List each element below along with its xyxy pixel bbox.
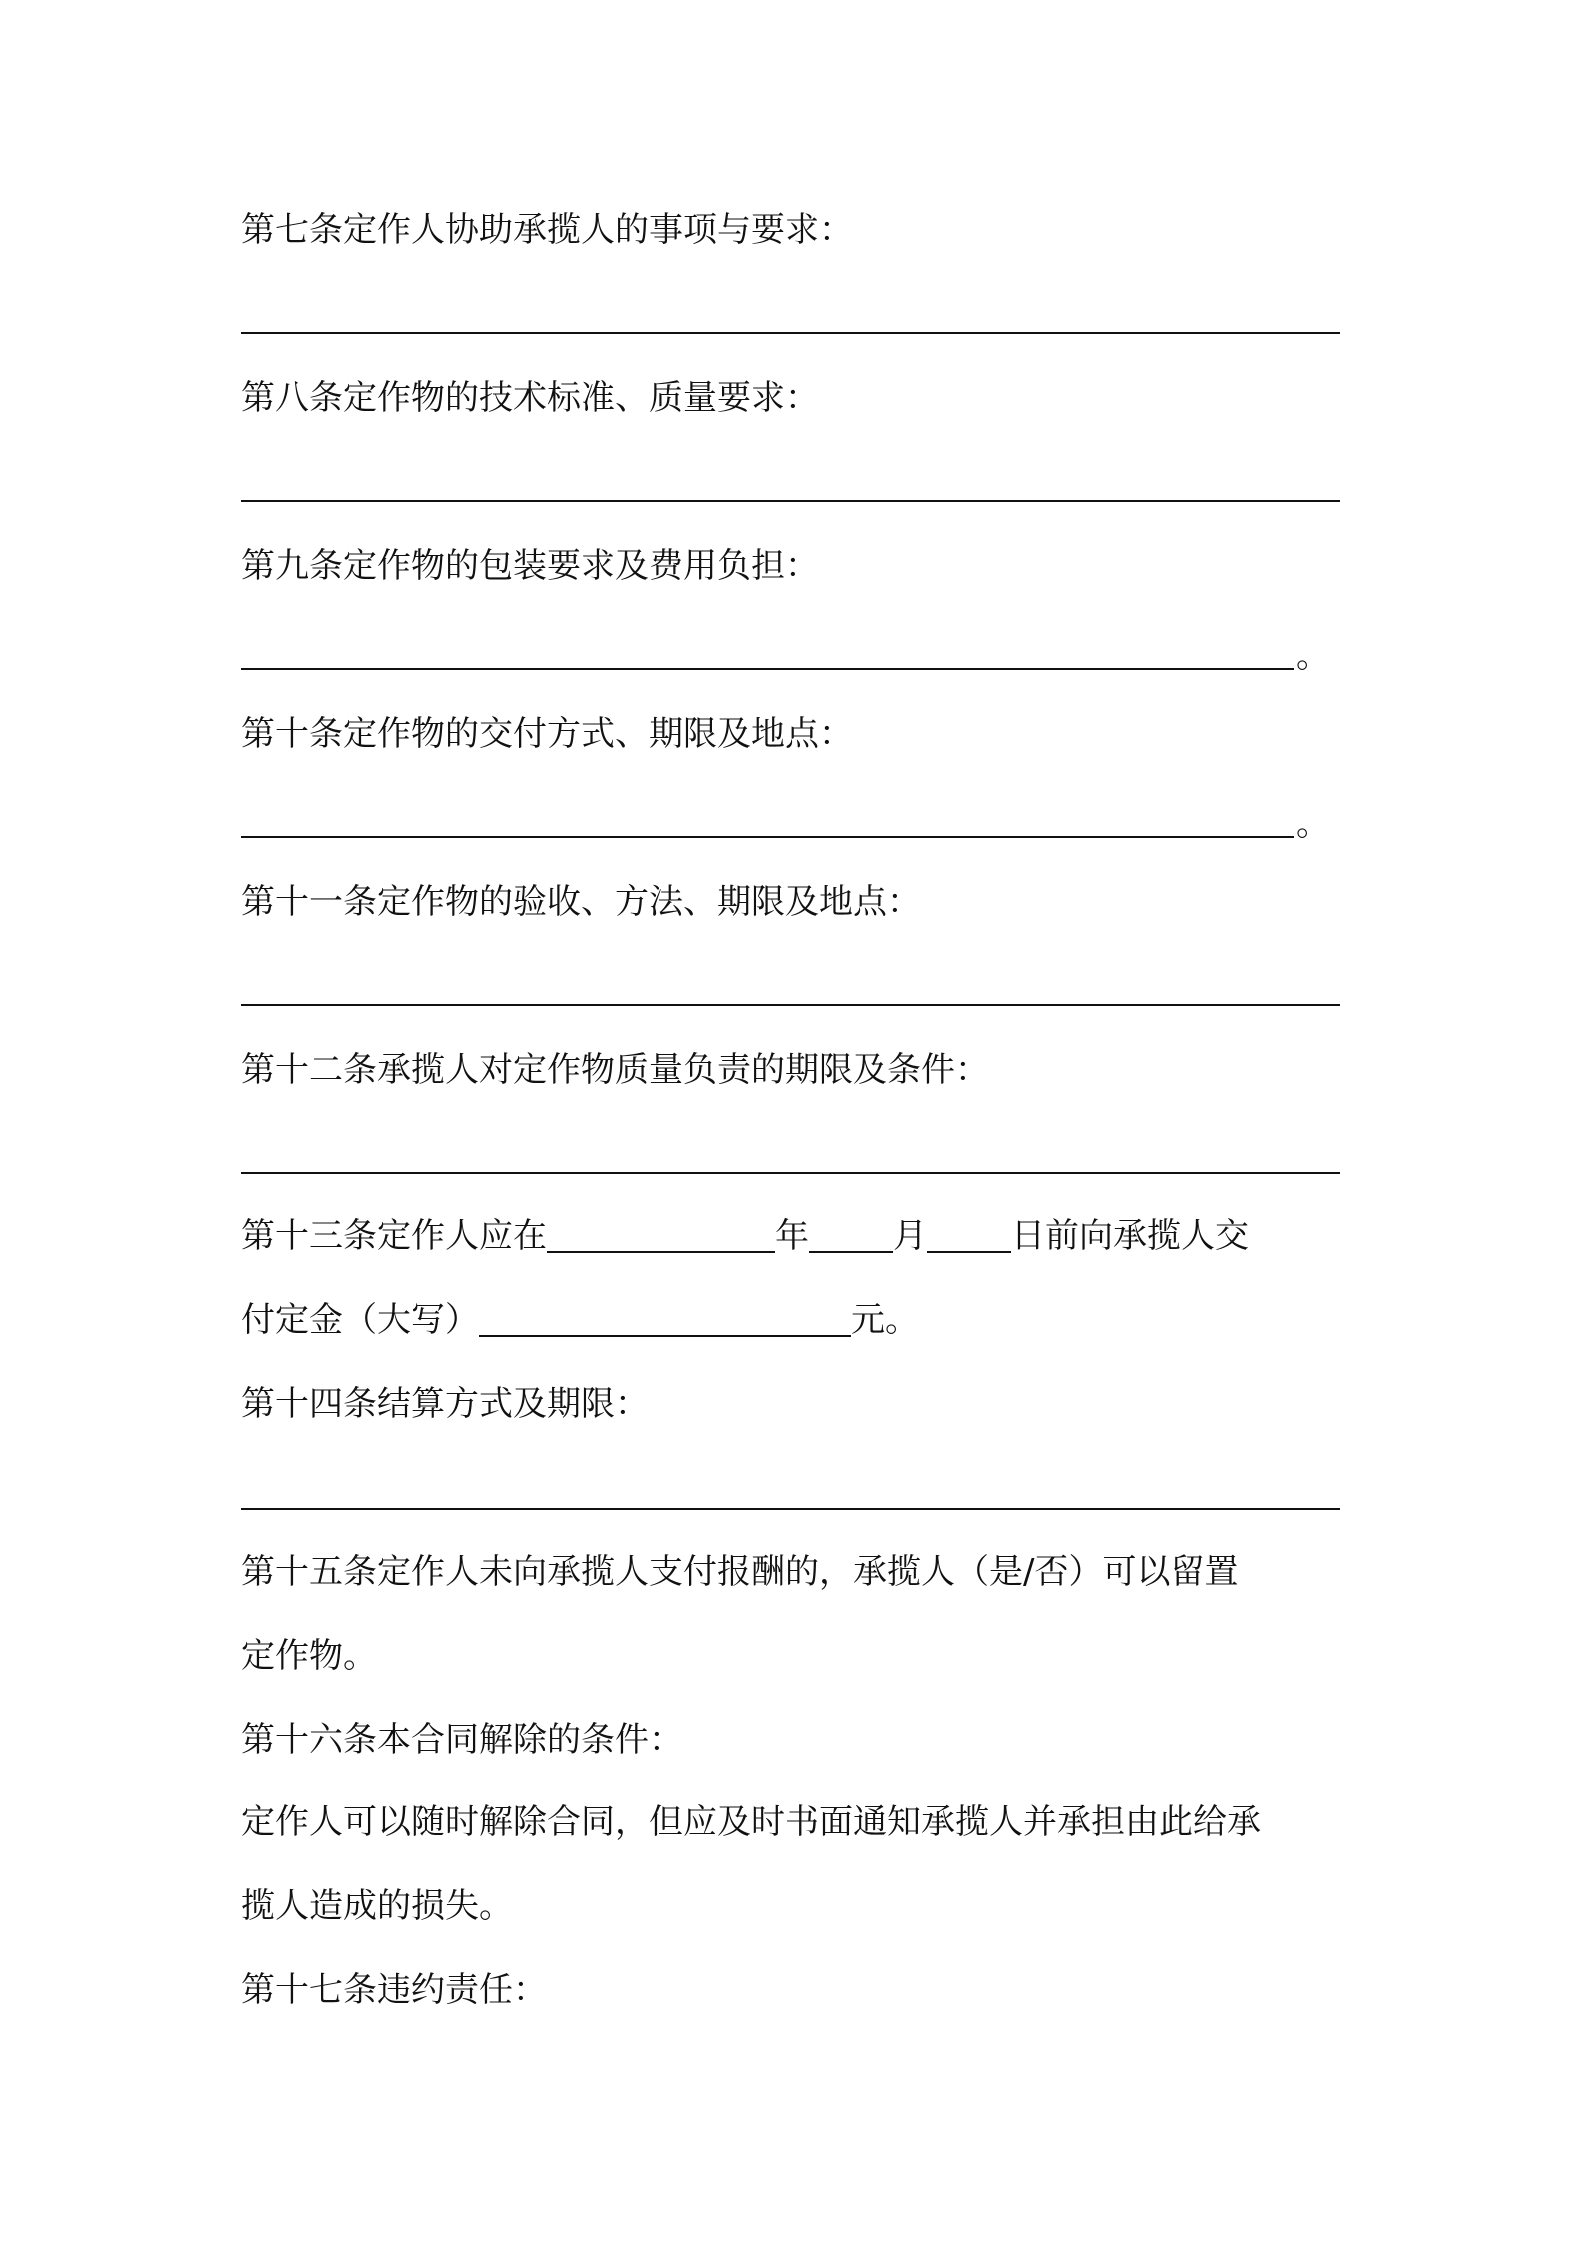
- clause-16-line-2: 揽人造成的损失。: [241, 1886, 513, 1926]
- clause-16-title: 第十六条本合同解除的条件：: [241, 1720, 683, 1760]
- blank-line-7[interactable]: [241, 300, 1340, 340]
- full-stop: 。: [1296, 636, 1330, 676]
- year-blank[interactable]: [547, 1251, 775, 1253]
- clause-13-line-2: [241, 1300, 919, 1340]
- clause-13-text-3: 付定金（大写）: [241, 1300, 479, 1340]
- underline: [241, 500, 1340, 502]
- yuan-label: 元。: [851, 1300, 919, 1340]
- underline: [241, 332, 1340, 334]
- clause-13-line-1: [241, 1216, 1249, 1256]
- underline: [241, 668, 1294, 670]
- clause-15-line-1: 第十五条定作人未向承揽人支付报酬的，承揽人（是/否）可以留置: [241, 1552, 1239, 1592]
- clause-8: 第八条定作物的技术标准、质量要求：: [241, 378, 819, 418]
- month-blank[interactable]: [809, 1251, 893, 1253]
- clause-14: 第十四条结算方式及期限：: [241, 1384, 649, 1424]
- year-label: 年: [775, 1216, 809, 1256]
- blank-line-8[interactable]: [241, 468, 1340, 508]
- blank-line-12[interactable]: [241, 1140, 1340, 1180]
- clause-17: 第十七条违约责任：: [241, 1970, 547, 2010]
- blank-line-14[interactable]: [241, 1476, 1340, 1516]
- clause-10: 第十条定作物的交付方式、期限及地点：: [241, 714, 853, 754]
- underline: [241, 1508, 1340, 1510]
- day-blank[interactable]: [927, 1251, 1011, 1253]
- clause-7: 第七条定作人协助承揽人的事项与要求：: [241, 210, 853, 250]
- clause-11: 第十一条定作物的验收、方法、期限及地点：: [241, 882, 921, 922]
- clause-15-line-2: 定作物。: [241, 1636, 377, 1676]
- clause-13-text-1: 第十三条定作人应在: [241, 1216, 547, 1256]
- blank-line-10[interactable]: [241, 804, 1330, 844]
- underline: [241, 1004, 1340, 1006]
- clause-13-text-2: 日前向承揽人交: [1011, 1216, 1249, 1256]
- underline: [241, 836, 1294, 838]
- full-stop: 。: [1296, 804, 1330, 844]
- underline: [241, 1172, 1340, 1174]
- month-label: 月: [893, 1216, 927, 1256]
- amount-blank[interactable]: [479, 1335, 851, 1337]
- blank-line-11[interactable]: [241, 972, 1340, 1012]
- clause-16-line-1: 定作人可以随时解除合同，但应及时书面通知承揽人并承担由此给承: [241, 1802, 1261, 1842]
- clause-9: 第九条定作物的包装要求及费用负担：: [241, 546, 819, 586]
- blank-line-9[interactable]: [241, 636, 1330, 676]
- clause-12: 第十二条承揽人对定作物质量负责的期限及条件：: [241, 1050, 989, 1090]
